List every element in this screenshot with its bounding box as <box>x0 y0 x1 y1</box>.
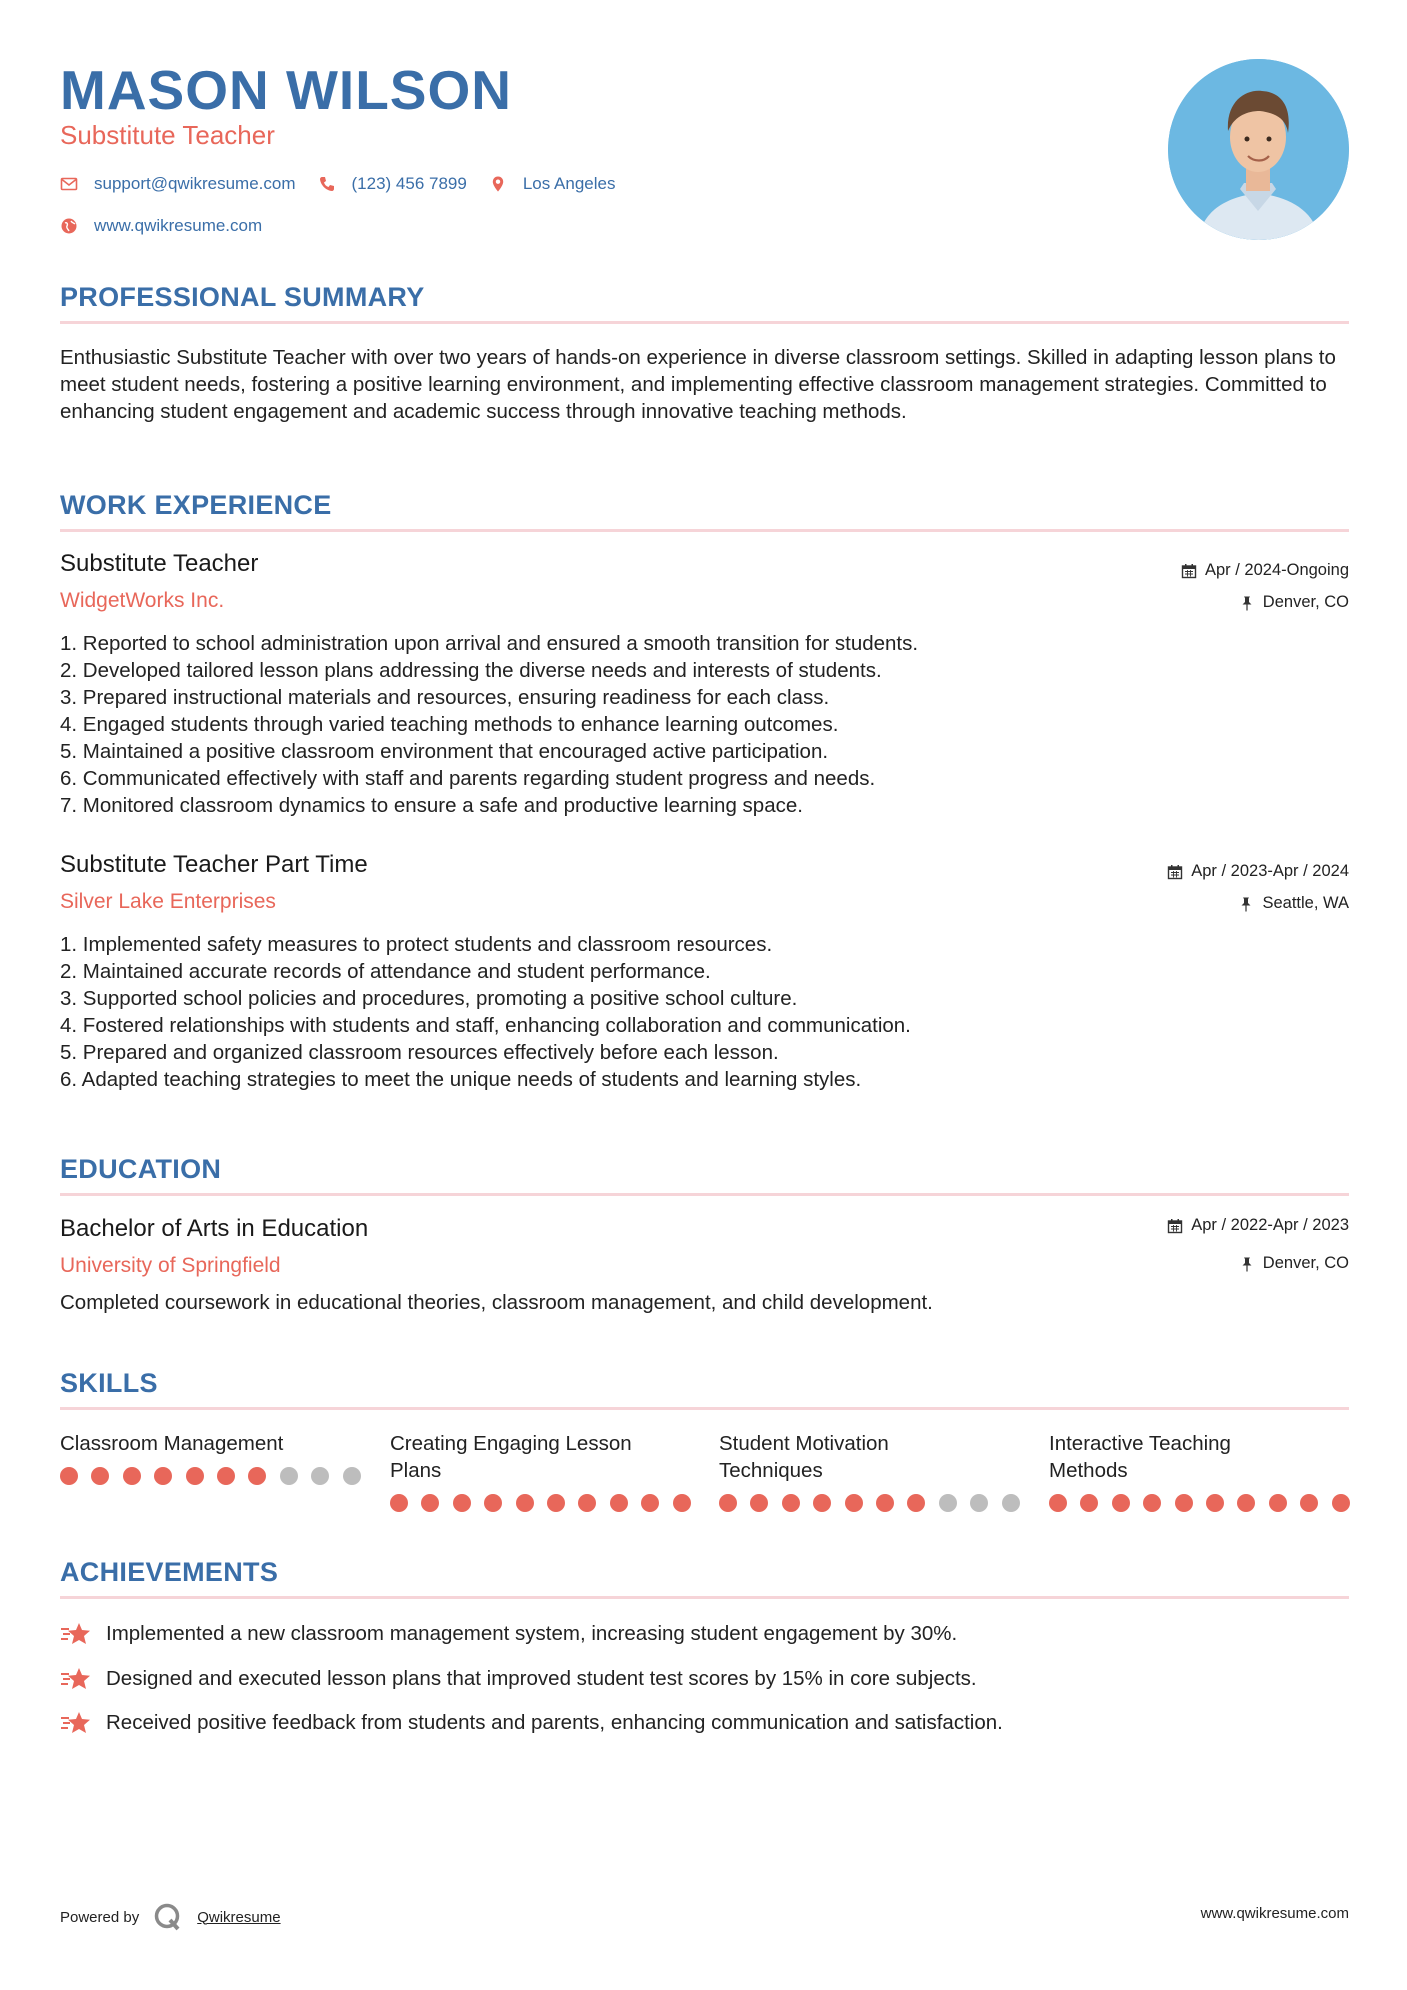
rating-dot-filled <box>484 1494 502 1512</box>
phone-text: (123) 456 7899 <box>351 174 467 193</box>
list-item: 4. Fostered relationships with students and staff, enhancing collaboration and communication. <box>60 1014 911 1037</box>
rating-dot-filled <box>60 1467 78 1485</box>
degree-title: Bachelor of Arts in Education <box>60 1215 369 1242</box>
skill-rating <box>60 1467 374 1485</box>
contact-row <box>60 174 637 194</box>
rating-dot-filled <box>782 1494 800 1512</box>
job-responsibilities <box>60 630 1320 819</box>
section-divider <box>60 1193 1349 1196</box>
list-item: 4. Engaged students through varied teaching methods to enhance learning outcomes. <box>60 713 839 736</box>
list-item: 5. Maintained a positive classroom environment that encouraged active participation. <box>60 740 829 763</box>
school-name: University of Springfield <box>60 1254 281 1277</box>
contact-row-website <box>60 216 284 236</box>
skill-name: Creating Engaging Lesson Plans <box>390 1432 632 1482</box>
section-divider <box>60 321 1349 324</box>
star-award-icon <box>60 1665 92 1693</box>
achievement-item <box>60 1665 977 1693</box>
skill-item <box>60 1430 370 1457</box>
rating-dot-filled <box>1175 1494 1193 1512</box>
list-item: 2. Developed tailored lesson plans addressing the diverse needs and interests of students. <box>60 659 882 682</box>
rating-dot-filled <box>547 1494 565 1512</box>
achievement-item <box>60 1709 1003 1737</box>
rating-dot-filled <box>248 1467 266 1485</box>
qwikresume-logo-icon <box>153 1902 183 1932</box>
job-dates-text: Apr / 2023-Apr / 2024 <box>1191 862 1349 880</box>
skill-item <box>1049 1430 1359 1484</box>
pushpin-icon <box>1239 595 1255 611</box>
rating-dot-filled <box>1206 1494 1224 1512</box>
achievements-heading: ACHIEVEMENTS <box>60 1557 279 1587</box>
achievement-text: Designed and executed lesson plans that improved student test scores by 15% in core subjects. <box>106 1667 977 1690</box>
rating-dot-filled <box>845 1494 863 1512</box>
list-item: 5. Prepared and organized classroom resources effectively before each lesson. <box>60 1041 779 1064</box>
job-dates <box>1181 561 1349 580</box>
globe-icon <box>60 217 78 235</box>
job-title: Substitute Teacher Part Time <box>60 851 368 878</box>
rating-dot-filled <box>907 1494 925 1512</box>
job-location <box>1239 593 1349 612</box>
rating-dot-filled <box>673 1494 691 1512</box>
summary-heading: PROFESSIONAL SUMMARY <box>60 282 425 312</box>
skill-rating <box>1049 1494 1363 1512</box>
contact-phone[interactable] <box>318 174 467 194</box>
candidate-name: MASON WILSON <box>60 59 512 121</box>
section-divider <box>60 1407 1349 1410</box>
map-pin-icon <box>489 175 507 193</box>
rating-dot-filled <box>578 1494 596 1512</box>
rating-dot-filled <box>1269 1494 1287 1512</box>
rating-dot-empty <box>280 1467 298 1485</box>
rating-dot-filled <box>186 1467 204 1485</box>
calendar-icon <box>1167 1218 1183 1234</box>
achievement-item <box>60 1620 957 1648</box>
rating-dot-filled <box>813 1494 831 1512</box>
powered-by-label: Powered by <box>60 1908 140 1926</box>
job-dates-text: Apr / 2024-Ongoing <box>1204 561 1349 579</box>
education-dates-text: Apr / 2022-Apr / 2023 <box>1191 1216 1349 1234</box>
skills-heading: SKILLS <box>60 1368 158 1398</box>
list-item: 1. Implemented safety measures to protect students and classroom resources. <box>60 933 773 956</box>
skill-item <box>719 1430 1029 1484</box>
rating-dot-filled <box>1237 1494 1255 1512</box>
rating-dot-filled <box>1300 1494 1318 1512</box>
achievement-text: Implemented a new classroom management system, increasing student engagement by 30%. <box>106 1622 958 1645</box>
candidate-role: Substitute Teacher <box>60 120 275 150</box>
rating-dot-empty <box>343 1467 361 1485</box>
rating-dot-empty <box>939 1494 957 1512</box>
rating-dot-filled <box>1080 1494 1098 1512</box>
rating-dot-filled <box>1143 1494 1161 1512</box>
list-item: 2. Maintained accurate records of attendance and student performance. <box>60 960 711 983</box>
list-item: 1. Reported to school administration upon arrival and ensured a smooth transition for students. <box>60 632 919 655</box>
contact-email[interactable] <box>60 174 296 194</box>
skill-rating <box>719 1494 1033 1512</box>
education-heading: EDUCATION <box>60 1154 222 1184</box>
rating-dot-filled <box>641 1494 659 1512</box>
list-item: 3. Prepared instructional materials and resources, ensuring readiness for each class. <box>60 686 830 709</box>
rating-dot-filled <box>91 1467 109 1485</box>
job-title: Substitute Teacher <box>60 550 259 577</box>
rating-dot-filled <box>876 1494 894 1512</box>
phone-icon <box>318 175 336 193</box>
list-item: 6. Communicated effectively with staff and parents regarding student progress and needs. <box>60 767 876 790</box>
skill-item <box>390 1430 700 1484</box>
envelope-icon <box>60 175 78 193</box>
summary-text: Enthusiastic Substitute Teacher with over two years of hands-on experience in diverse classroom settings. Skilled in adapting lesson plans to meet student needs, fostering a positive learning environment, and implementing effective classroom management strategies. Committed to enhancing student engagement and academic success through innovative teaching methods. <box>60 346 1336 423</box>
job-company: Silver Lake Enterprises <box>60 890 276 913</box>
job-location <box>1238 894 1349 913</box>
pushpin-icon <box>1239 1256 1255 1272</box>
calendar-icon <box>1181 563 1197 579</box>
rating-dot-filled <box>453 1494 471 1512</box>
rating-dot-filled <box>719 1494 737 1512</box>
list-item: 7. Monitored classroom dynamics to ensure a safe and productive learning space. <box>60 794 803 817</box>
location-text: Los Angeles <box>522 174 616 193</box>
rating-dot-filled <box>390 1494 408 1512</box>
job-location-text: Seattle, WA <box>1262 894 1349 912</box>
star-award-icon <box>60 1709 92 1737</box>
rating-dot-filled <box>610 1494 628 1512</box>
job-dates <box>1167 862 1349 881</box>
section-divider <box>60 529 1349 532</box>
experience-heading: WORK EXPERIENCE <box>60 490 332 520</box>
rating-dot-filled <box>1112 1494 1130 1512</box>
education-dates <box>1167 1216 1349 1235</box>
rating-dot-filled <box>516 1494 534 1512</box>
education-location <box>1239 1254 1349 1273</box>
rating-dot-empty <box>970 1494 988 1512</box>
website-text: www.qwikresume.com <box>94 216 263 235</box>
profile-photo <box>1168 59 1349 240</box>
footer-powered-by <box>60 1902 281 1932</box>
rating-dot-empty <box>1002 1494 1020 1512</box>
rating-dot-empty <box>311 1467 329 1485</box>
qwikresume-link[interactable]: Qwikresume <box>197 1908 281 1926</box>
job-company: WidgetWorks Inc. <box>60 589 225 612</box>
rating-dot-filled <box>123 1467 141 1485</box>
calendar-icon <box>1167 864 1183 880</box>
rating-dot-filled <box>1049 1494 1067 1512</box>
email-text: support@qwikresume.com <box>94 174 296 193</box>
rating-dot-filled <box>217 1467 235 1485</box>
pushpin-icon <box>1238 896 1254 912</box>
list-item: 6. Adapted teaching strategies to meet the unique needs of students and learning styles. <box>60 1068 862 1091</box>
footer-url[interactable]: www.qwikresume.com <box>1200 1905 1349 1922</box>
star-award-icon <box>60 1620 92 1648</box>
list-item: 3. Supported school policies and procedures, promoting a positive school culture. <box>60 987 798 1010</box>
skill-name: Classroom Management <box>60 1432 284 1455</box>
skill-name: Student Motivation Techniques <box>719 1432 889 1482</box>
rating-dot-filled <box>421 1494 439 1512</box>
skill-name: Interactive Teaching Methods <box>1049 1432 1231 1482</box>
job-location-text: Denver, CO <box>1262 593 1349 611</box>
contact-location <box>489 174 616 194</box>
education-description: Completed coursework in educational theories, classroom management, and child development. <box>60 1291 933 1314</box>
contact-website[interactable] <box>60 216 262 236</box>
education-location-text: Denver, CO <box>1262 1254 1349 1272</box>
job-responsibilities <box>60 931 1320 1093</box>
rating-dot-filled <box>154 1467 172 1485</box>
rating-dot-filled <box>750 1494 768 1512</box>
rating-dot-filled <box>1332 1494 1350 1512</box>
achievement-text: Received positive feedback from students and parents, enhancing communication and satisfaction. <box>106 1711 1003 1734</box>
skill-rating <box>390 1494 704 1512</box>
section-divider <box>60 1596 1349 1599</box>
